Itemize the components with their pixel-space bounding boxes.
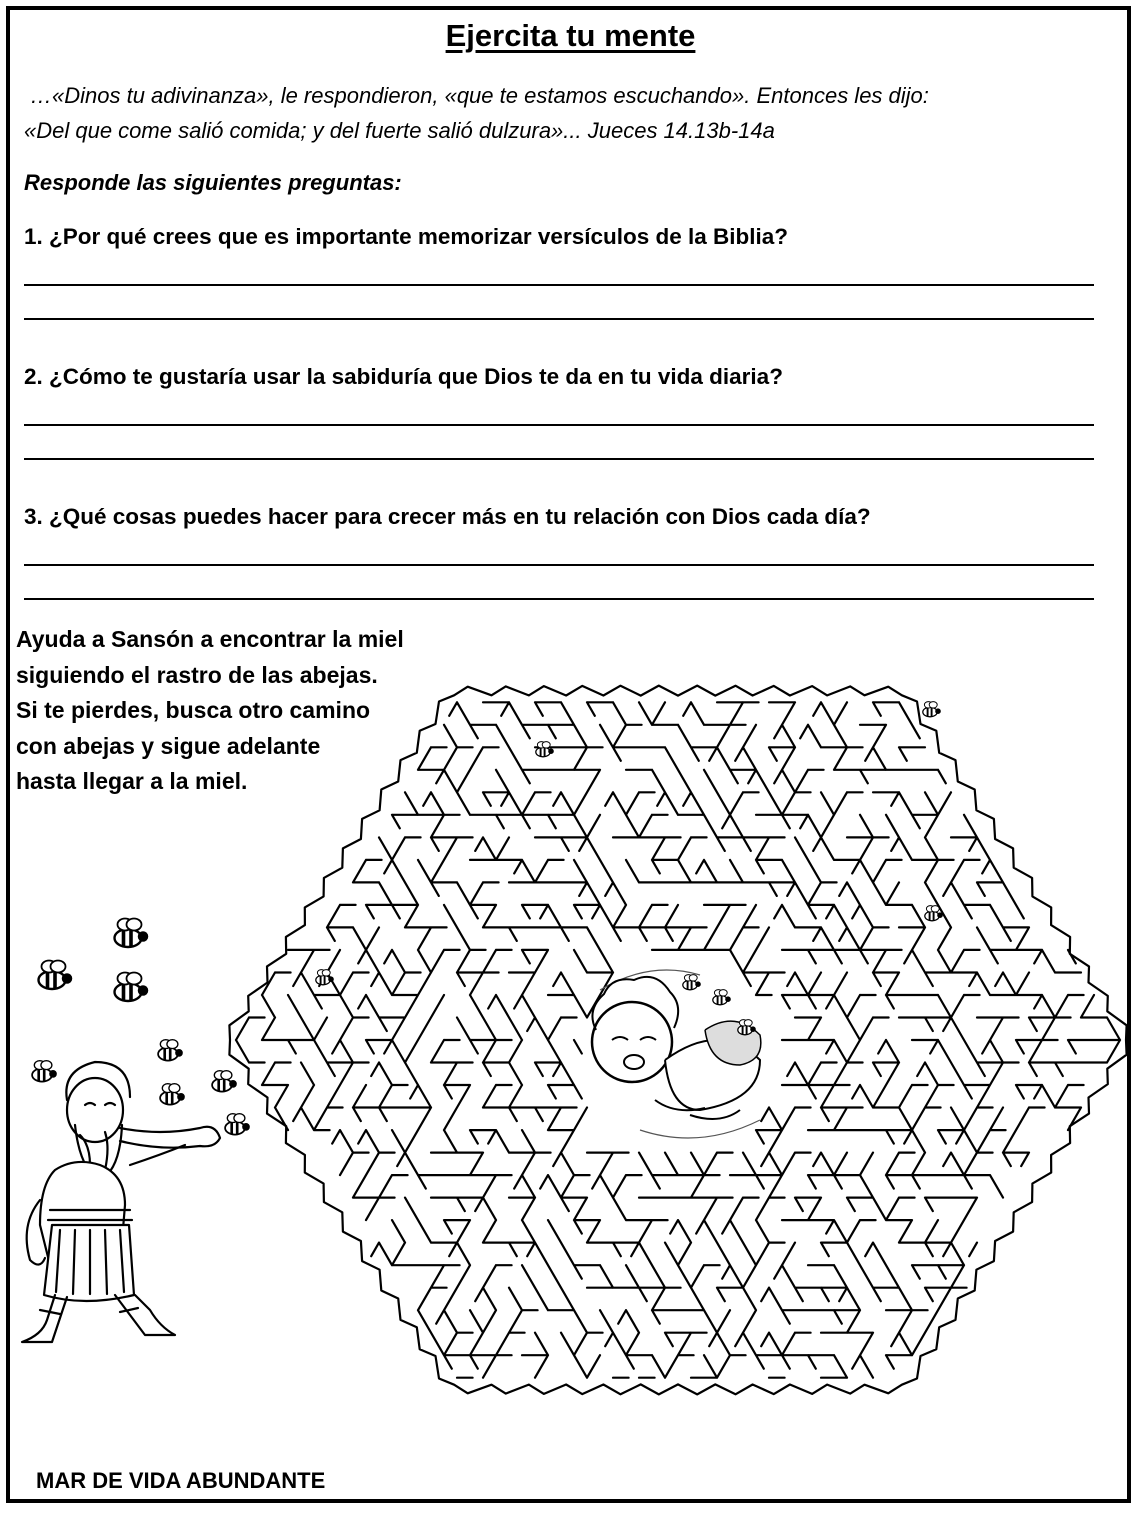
bee-icon: [160, 1084, 185, 1105]
bee-icon: [32, 1061, 57, 1082]
verse-line-2: «Del que come salió comida; y del fuerte salió dulzura»... Jueces 14.13b-14a: [24, 118, 775, 143]
verse-line-1: …«Dinos tu adivinanza», le respondieron, «que te estamos escuchando». Entonces les dijo:: [30, 83, 929, 108]
maze-instruction-line: con abejas y sigue adelante: [16, 732, 321, 759]
bee-icon: [39, 961, 73, 990]
bee-icon: [115, 919, 149, 948]
footer-brand: MAR DE VIDA ABUNDANTE: [36, 1468, 326, 1493]
maze-instruction-line: Ayuda a Sansón a encontrar la miel: [16, 626, 404, 652]
bee-icon: [158, 1040, 183, 1061]
maze-instruction-line: Si te pierdes, busca otro camino: [16, 697, 371, 723]
question-3: 3. ¿Qué cosas puedes hacer para crecer más en tu relación con Dios cada día?: [24, 504, 871, 529]
question-1: 1. ¿Por qué crees que es importante memorizar versículos de la Biblia?: [24, 224, 789, 249]
page-title: Ejercita tu mente: [445, 18, 696, 53]
maze-instruction-line: hasta llegar a la miel.: [16, 768, 248, 794]
bee-icon: [115, 973, 149, 1002]
maze-instruction-line: siguiendo el rastro de las abejas.: [16, 661, 378, 688]
bee-icon: [225, 1114, 250, 1135]
bee-icon: [212, 1071, 237, 1092]
questions-instruction: Responde las siguientes preguntas:: [24, 170, 402, 195]
question-2: 2. ¿Cómo te gustaría usar la sabiduría que Dios te da en tu vida diaria?: [24, 364, 783, 389]
